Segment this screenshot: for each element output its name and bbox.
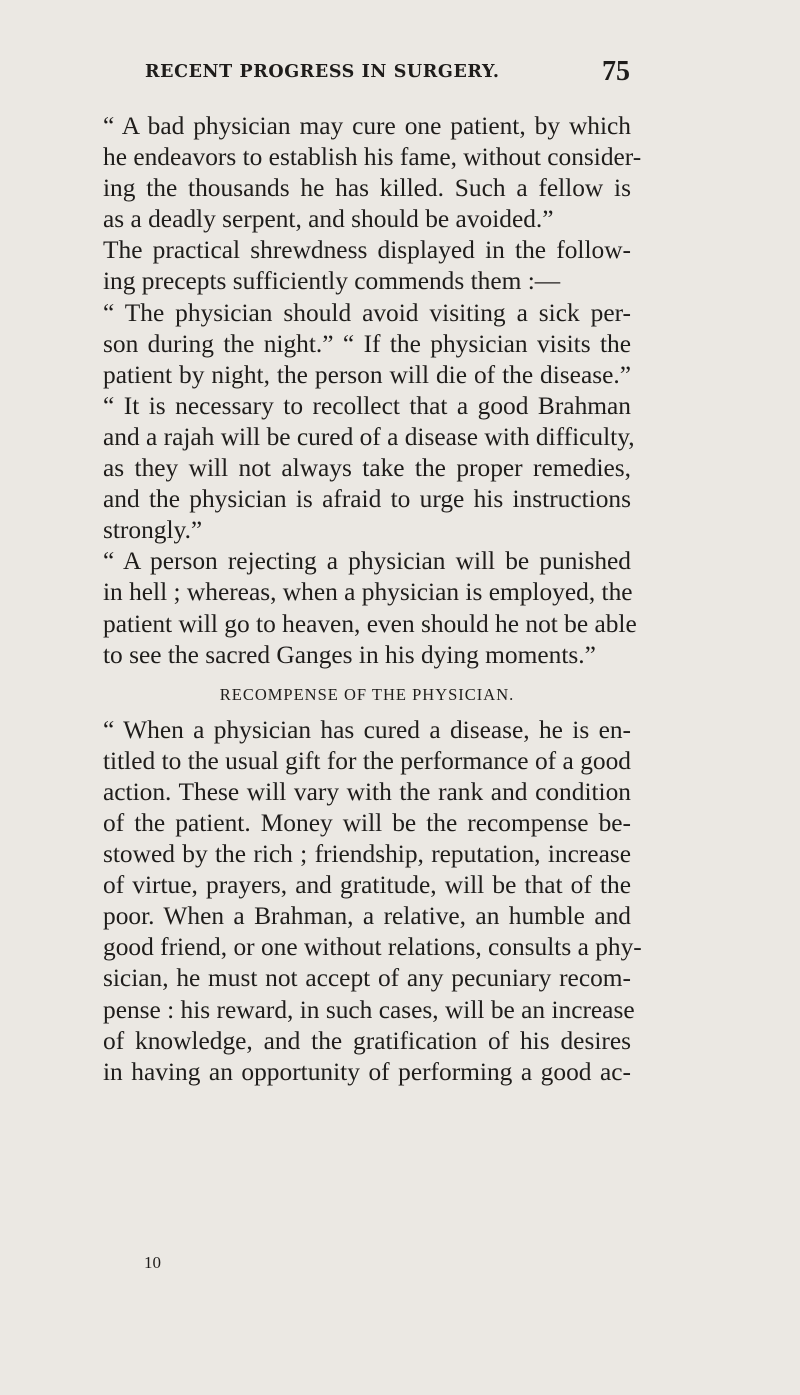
text-line: good friend, or one without relations, consults a phy- [103,933,642,962]
text-line: “ A bad physician may cure one patient, by which [103,112,631,140]
body-text [103,111,642,1088]
text-line: as a deadly serpent, and should be avoided.” [103,205,554,234]
text-line: in hell ; whereas, when a physician is employed, the [103,578,633,607]
text-line: patient by night, the person will die of the disease.” [103,360,631,389]
text-line: titled to the usual gift for the performance of a good [103,746,631,775]
text-line: and the physician is afraid to urge his instructions [103,485,631,514]
text-line: of the patient. Money will be the recompense be- [103,808,631,837]
text-line: ing precepts sufficiently commends them :— [103,267,561,296]
text-line: “ The physician should avoid visiting a sick per- [103,298,631,327]
text-line: and a rajah will be cured of a disease with difficulty, [103,422,635,451]
text-line: The practical shrewdness displayed in the follow- [103,236,631,265]
text-line: stowed by the rich ; friendship, reputation, increase [103,840,631,869]
text-line: pense : his reward, in such cases, will be an increase [103,995,635,1024]
signature-mark: 10 [144,1253,161,1272]
text-block-precepts [103,111,642,671]
text-line: sician, he must not accept of any pecuniary recom- [103,964,631,993]
text-line: to see the sacred Ganges in his dying moments.” [103,640,596,669]
text-line: of knowledge, and the gratification of his desires [103,1026,631,1055]
text-line: in having an opportunity of performing a good ac- [103,1057,631,1086]
text-line: action. These will vary with the rank and condition [103,777,631,806]
running-head [145,56,630,90]
text-block-recompense [103,715,642,1088]
text-line: as they will not always take the proper remedies, [103,454,631,483]
text-line: son during the night.” “ If the physician visits the [103,329,631,358]
text-line: “ It is necessary to recollect that a good Brahman [103,391,631,420]
text-line: “ When a physician has cured a disease, he is en- [103,715,631,744]
running-title: RECENT PROGRESS IN SURGERY. [145,62,500,82]
text-line: patient will go to heaven, even should he not be able [103,609,637,638]
text-line: he endeavors to establish his fame, without consider- [103,143,642,172]
text-line: strongly.” [103,516,203,545]
page-number: 75 [602,56,630,87]
text-line: poor. When a Brahman, a relative, an humble and [103,902,631,931]
section-heading: RECOMPENSE OF THE PHYSICIAN. [219,684,515,704]
text-line: ing the thousands he has killed. Such a fellow is [103,174,631,203]
text-line: of virtue, prayers, and gratitude, will be that of the [103,871,631,900]
text-line: “ A person rejecting a physician will be punished [103,547,631,576]
